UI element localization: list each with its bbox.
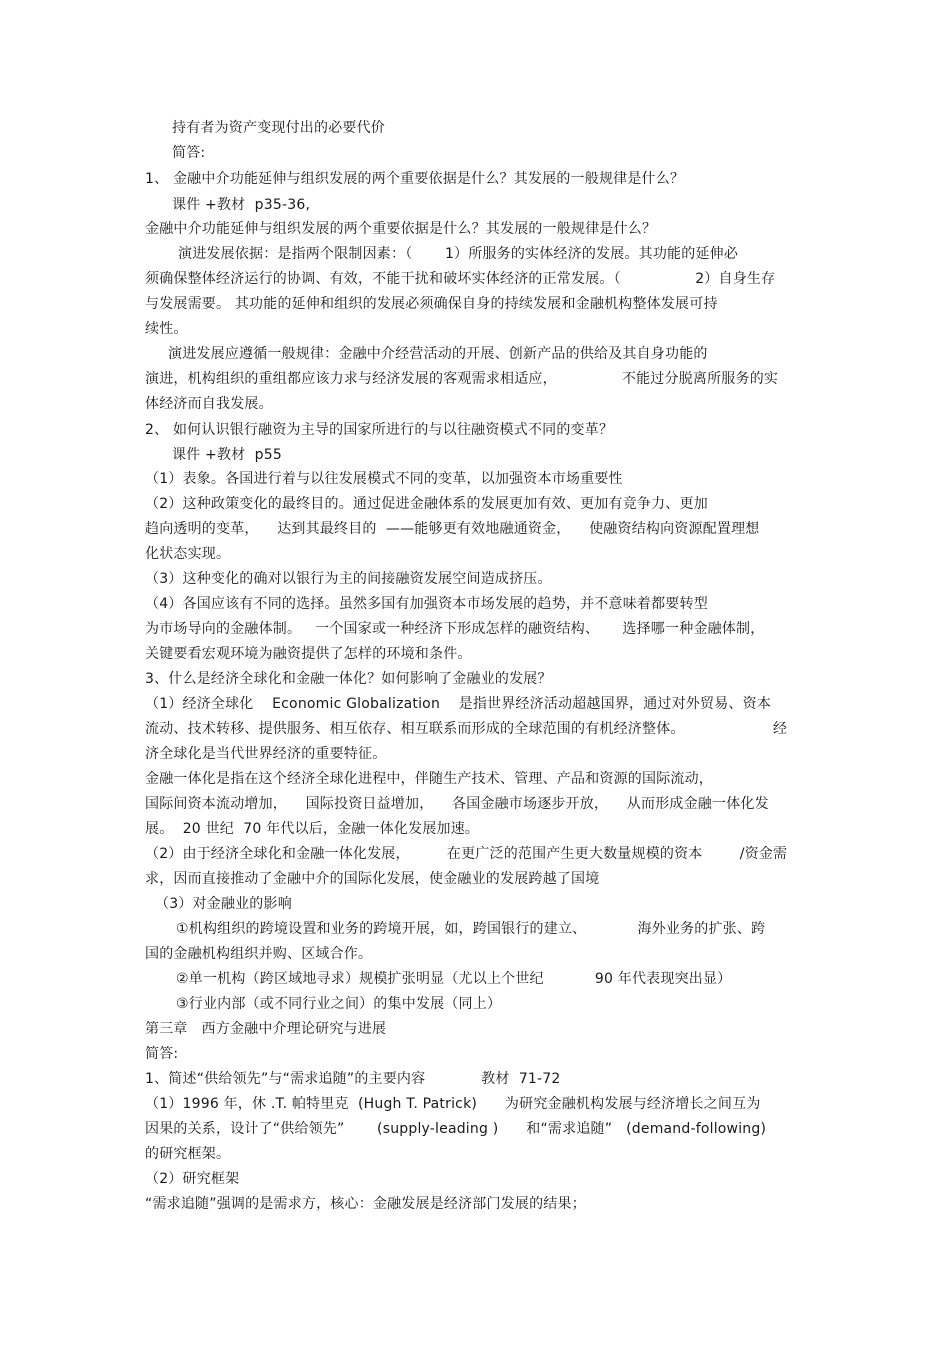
text-line: 须确保整体经济运行的协调、有效，不能干扰和破坏实体经济的正常发展。（ 2）自身生存 [145,271,776,287]
text-line: （1）表象。各国进行着与以往发展模式不同的变革，以加强资本市场重要性 [145,471,623,487]
text-line: （3）这种变化的确对以银行为主的间接融资发展空间造成挤压。 [145,571,552,587]
text-line: 体经济而自我发展。 [145,396,273,412]
text-line: 与发展需要。 其功能的延伸和组织的发展必须确保自身的持续发展和金融机构整体发展可持 [145,296,718,312]
text-line: 求，因而直接推动了金融中介的国际化发展，使金融业的发展跨越了国境 [145,871,600,887]
chapter-heading: 第三章 西方金融中介理论研究与进展 [145,1021,387,1037]
text-line: 演进，机构组织的重组都应该力求与经济发展的客观需求相适应， 不能过分脱离所服务的实 [145,371,779,387]
text-line: “需求追随”强调的是需求方，核心：金融发展是经济部门发展的结果； [145,1196,586,1212]
question-heading: 1、 金融中介功能延伸与组织发展的两个重要依据是什么？其发展的一般规律是什么？ [145,171,685,187]
text-line: ②单一机构（跨区域地寻求）规模扩张明显（尤以上个世纪 90 年代表现突出显） [176,971,732,987]
text-line: 持有者为资产变现付出的必要代价 [172,120,385,136]
text-line: 简答: [145,1046,179,1062]
text-line: 的研究框架。 [145,1146,231,1162]
text-line: 课件 +教材 p55 [172,447,282,463]
text-line: 课件 +教材 p35-36, [172,197,311,213]
text-line: 国际间资本流动增加， 国际投资日益增加， 各国金融市场逐步开放， 从而形成金融一体化发 [145,796,769,812]
text-line: （2）研究框架 [145,1171,240,1187]
text-line: 济全球化是当代世界经济的重要特征。 [145,746,387,762]
text-line: 展。 20 世纪 70 年代以后，金融一体化发展加速。 [145,821,480,837]
text-line: ③行业内部（或不同行业之间）的集中发展（同上） [176,996,502,1012]
text-line: 化状态实现。 [145,546,231,562]
text-line: （1）经济全球化 Economic Globalization 是指世界经济活动超越国界，通过对外贸易、资本 [145,696,772,712]
text-line: 关键要看宏观环境为融资提供了怎样的环境和条件。 [145,646,472,662]
question-heading: 2、 如何认识银行融资为主导的国家所进行的与以往融资模式不同的变革？ [145,422,614,438]
text-line: 趋向透明的变革， 达到其最终目的 ——能够更有效地融通资金， 使融资结构向资源配置理想 [145,521,760,537]
text-line: 演进发展依据：是指两个限制因素：（ 1）所服务的实体经济的发展。其功能的延伸必 [178,246,739,262]
text-line: （1）1996 年，休 .T. 帕特里克 (Hugh T. Patrick) 为研究金融机构发展与经济增长之间互为 [145,1096,761,1112]
text-line: 为市场导向的金融体制。 一个国家或一种经济下形成怎样的融资结构、 选择哪一种金融体制， [145,621,765,637]
text-line: 简答: [172,145,206,161]
text-line: 金融中介功能延伸与组织发展的两个重要依据是什么？其发展的一般规律是什么？ [145,221,657,237]
text-line: 流动、技术转移、提供服务、相互依存、相互联系而形成的全球范围的有机经济整体。 经 [145,721,788,737]
text-line: 演进发展应遵循一般规律：金融中介经营活动的开展、创新产品的供给及其自身功能的 [168,346,708,362]
question-heading: 1、简述“供给领先”与“需求追随”的主要内容 教材 71-72 [145,1071,561,1087]
text-line: 续性。 [145,321,188,337]
text-line: （3）对金融业的影响 [155,896,292,912]
text-line: ①机构组织的跨境设置和业务的跨境开展，如，跨国银行的建立、 海外业务的扩张、跨 [176,921,766,937]
text-line: （2）由于经济全球化和金融一体化发展， 在更广泛的范围产生更大数量规模的资本 /资金需 [145,846,788,862]
question-heading: 3、什么是经济全球化和金融一体化？如何影响了金融业的发展？ [145,671,552,687]
text-line: （2）这种政策变化的最终目的。通过促进金融体系的发展更加有效、更加有竞争力、更加 [145,496,708,512]
text-line: 金融一体化是指在这个经济全球化进程中，伴随生产技术、管理、产品和资源的国际流动， [145,771,713,787]
text-line: 国的金融机构组织并购、区域合作。 [145,946,373,962]
text-line: （4）各国应该有不同的选择。虽然多国有加强资本市场发展的趋势，并不意味着都要转型 [145,596,708,612]
text-line: 因果的关系，设计了“供给领先” (supply-leading ) 和“需求追随” (demand-following) [145,1121,767,1137]
